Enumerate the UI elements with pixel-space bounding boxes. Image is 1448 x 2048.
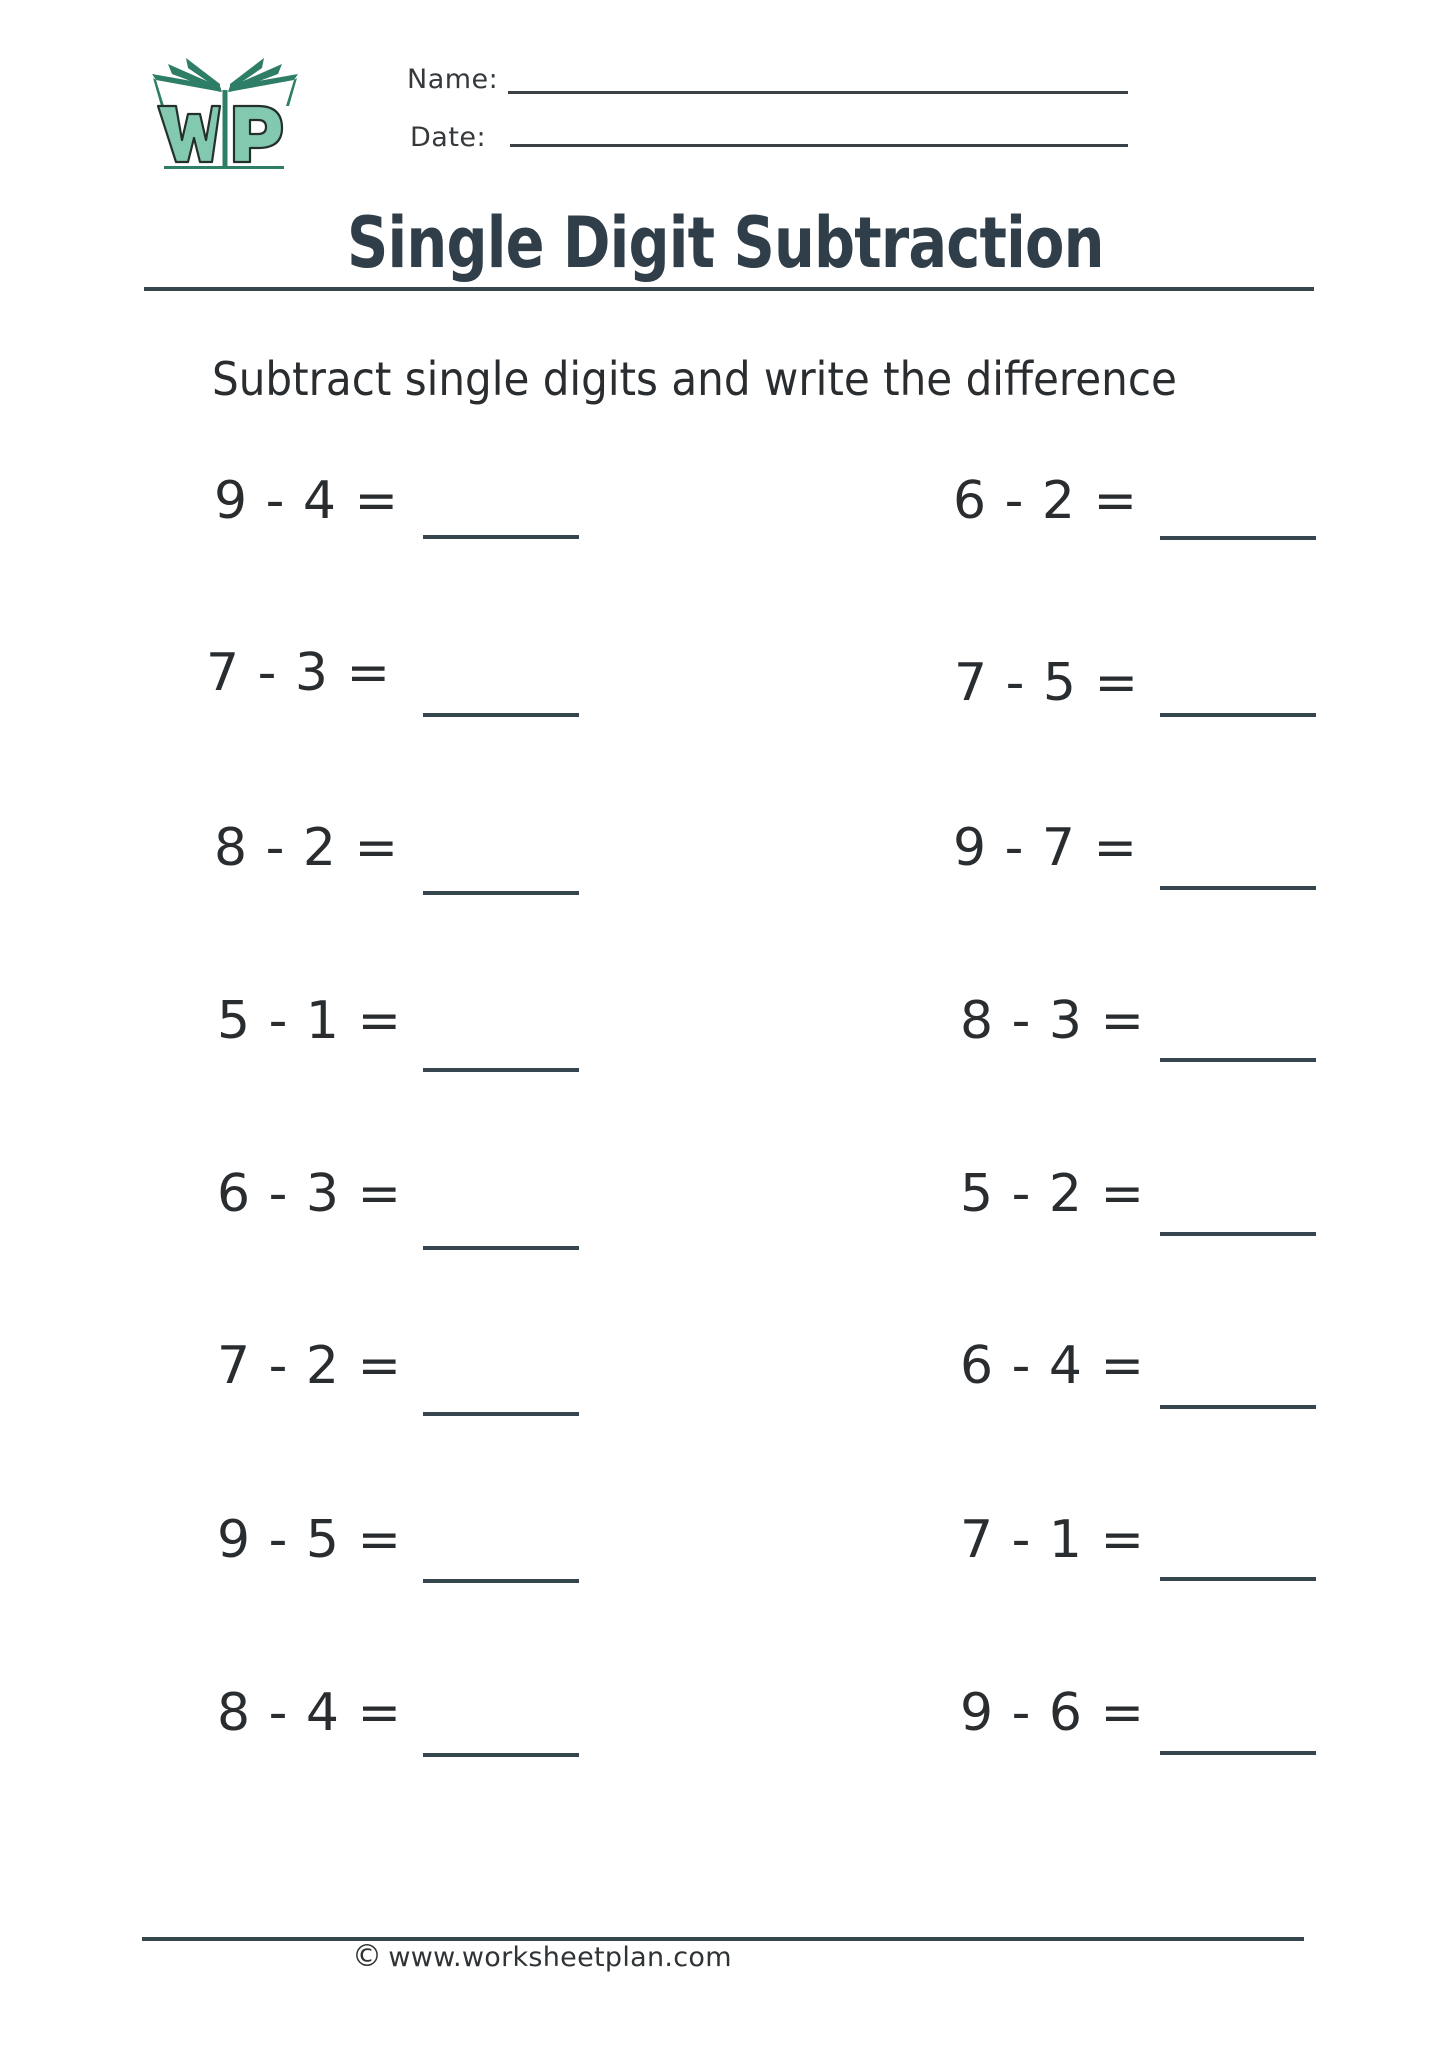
instructions-text: Subtract single digits and write the difference	[212, 352, 1177, 406]
worksheetplan-logo	[150, 56, 300, 174]
problem-text: 9 - 6 =	[960, 1683, 1145, 1743]
problem-text: 9 - 5 =	[217, 1510, 402, 1570]
title-divider	[144, 287, 1314, 291]
answer-blank[interactable]	[423, 1246, 579, 1250]
problem-text: 8 - 3 =	[960, 991, 1145, 1051]
date-label: Date:	[410, 122, 487, 153]
answer-blank[interactable]	[423, 1753, 579, 1757]
problem-text: 6 - 2 =	[953, 471, 1138, 531]
problem-text: 6 - 4 =	[960, 1336, 1145, 1396]
open-book-logo-icon	[150, 56, 300, 174]
title-container	[144, 202, 1314, 288]
answer-blank[interactable]	[423, 1412, 579, 1416]
answer-blank[interactable]	[423, 535, 579, 539]
answer-blank[interactable]	[1160, 536, 1316, 540]
answer-blank[interactable]	[1160, 1405, 1316, 1409]
date-input-line[interactable]	[510, 144, 1128, 147]
answer-blank[interactable]	[1160, 713, 1316, 717]
problem-text: 5 - 2 =	[960, 1164, 1145, 1224]
footer-divider	[142, 1937, 1304, 1941]
problem-text: 7 - 3 =	[206, 643, 391, 703]
problem-text: 5 - 1 =	[217, 991, 402, 1051]
problem-text: 9 - 7 =	[953, 818, 1138, 878]
problem-text: 7 - 2 =	[217, 1336, 402, 1396]
footer-credit	[352, 1939, 732, 1974]
problem-text: 7 - 1 =	[960, 1510, 1145, 1570]
answer-blank[interactable]	[1160, 1058, 1316, 1062]
problem-text: 6 - 3 =	[217, 1164, 402, 1224]
problem-text: 7 - 5 =	[954, 653, 1139, 713]
problem-text: 8 - 4 =	[217, 1683, 402, 1743]
name-input-line[interactable]	[508, 91, 1128, 94]
answer-blank[interactable]	[423, 1068, 579, 1072]
page-title: Single Digit Subtraction	[346, 202, 1104, 284]
problem-text: 9 - 4 =	[214, 471, 399, 531]
name-label: Name:	[407, 64, 499, 95]
answer-blank[interactable]	[1160, 1232, 1316, 1236]
footer-url[interactable]: www.worksheetplan.com	[388, 1942, 732, 1973]
answer-blank[interactable]	[1160, 1751, 1316, 1755]
copyright-icon: ©	[352, 1939, 383, 1974]
answer-blank[interactable]	[423, 713, 579, 717]
answer-blank[interactable]	[1160, 886, 1316, 890]
answer-blank[interactable]	[423, 891, 579, 895]
answer-blank[interactable]	[423, 1579, 579, 1583]
answer-blank[interactable]	[1160, 1577, 1316, 1581]
problem-text: 8 - 2 =	[214, 818, 399, 878]
